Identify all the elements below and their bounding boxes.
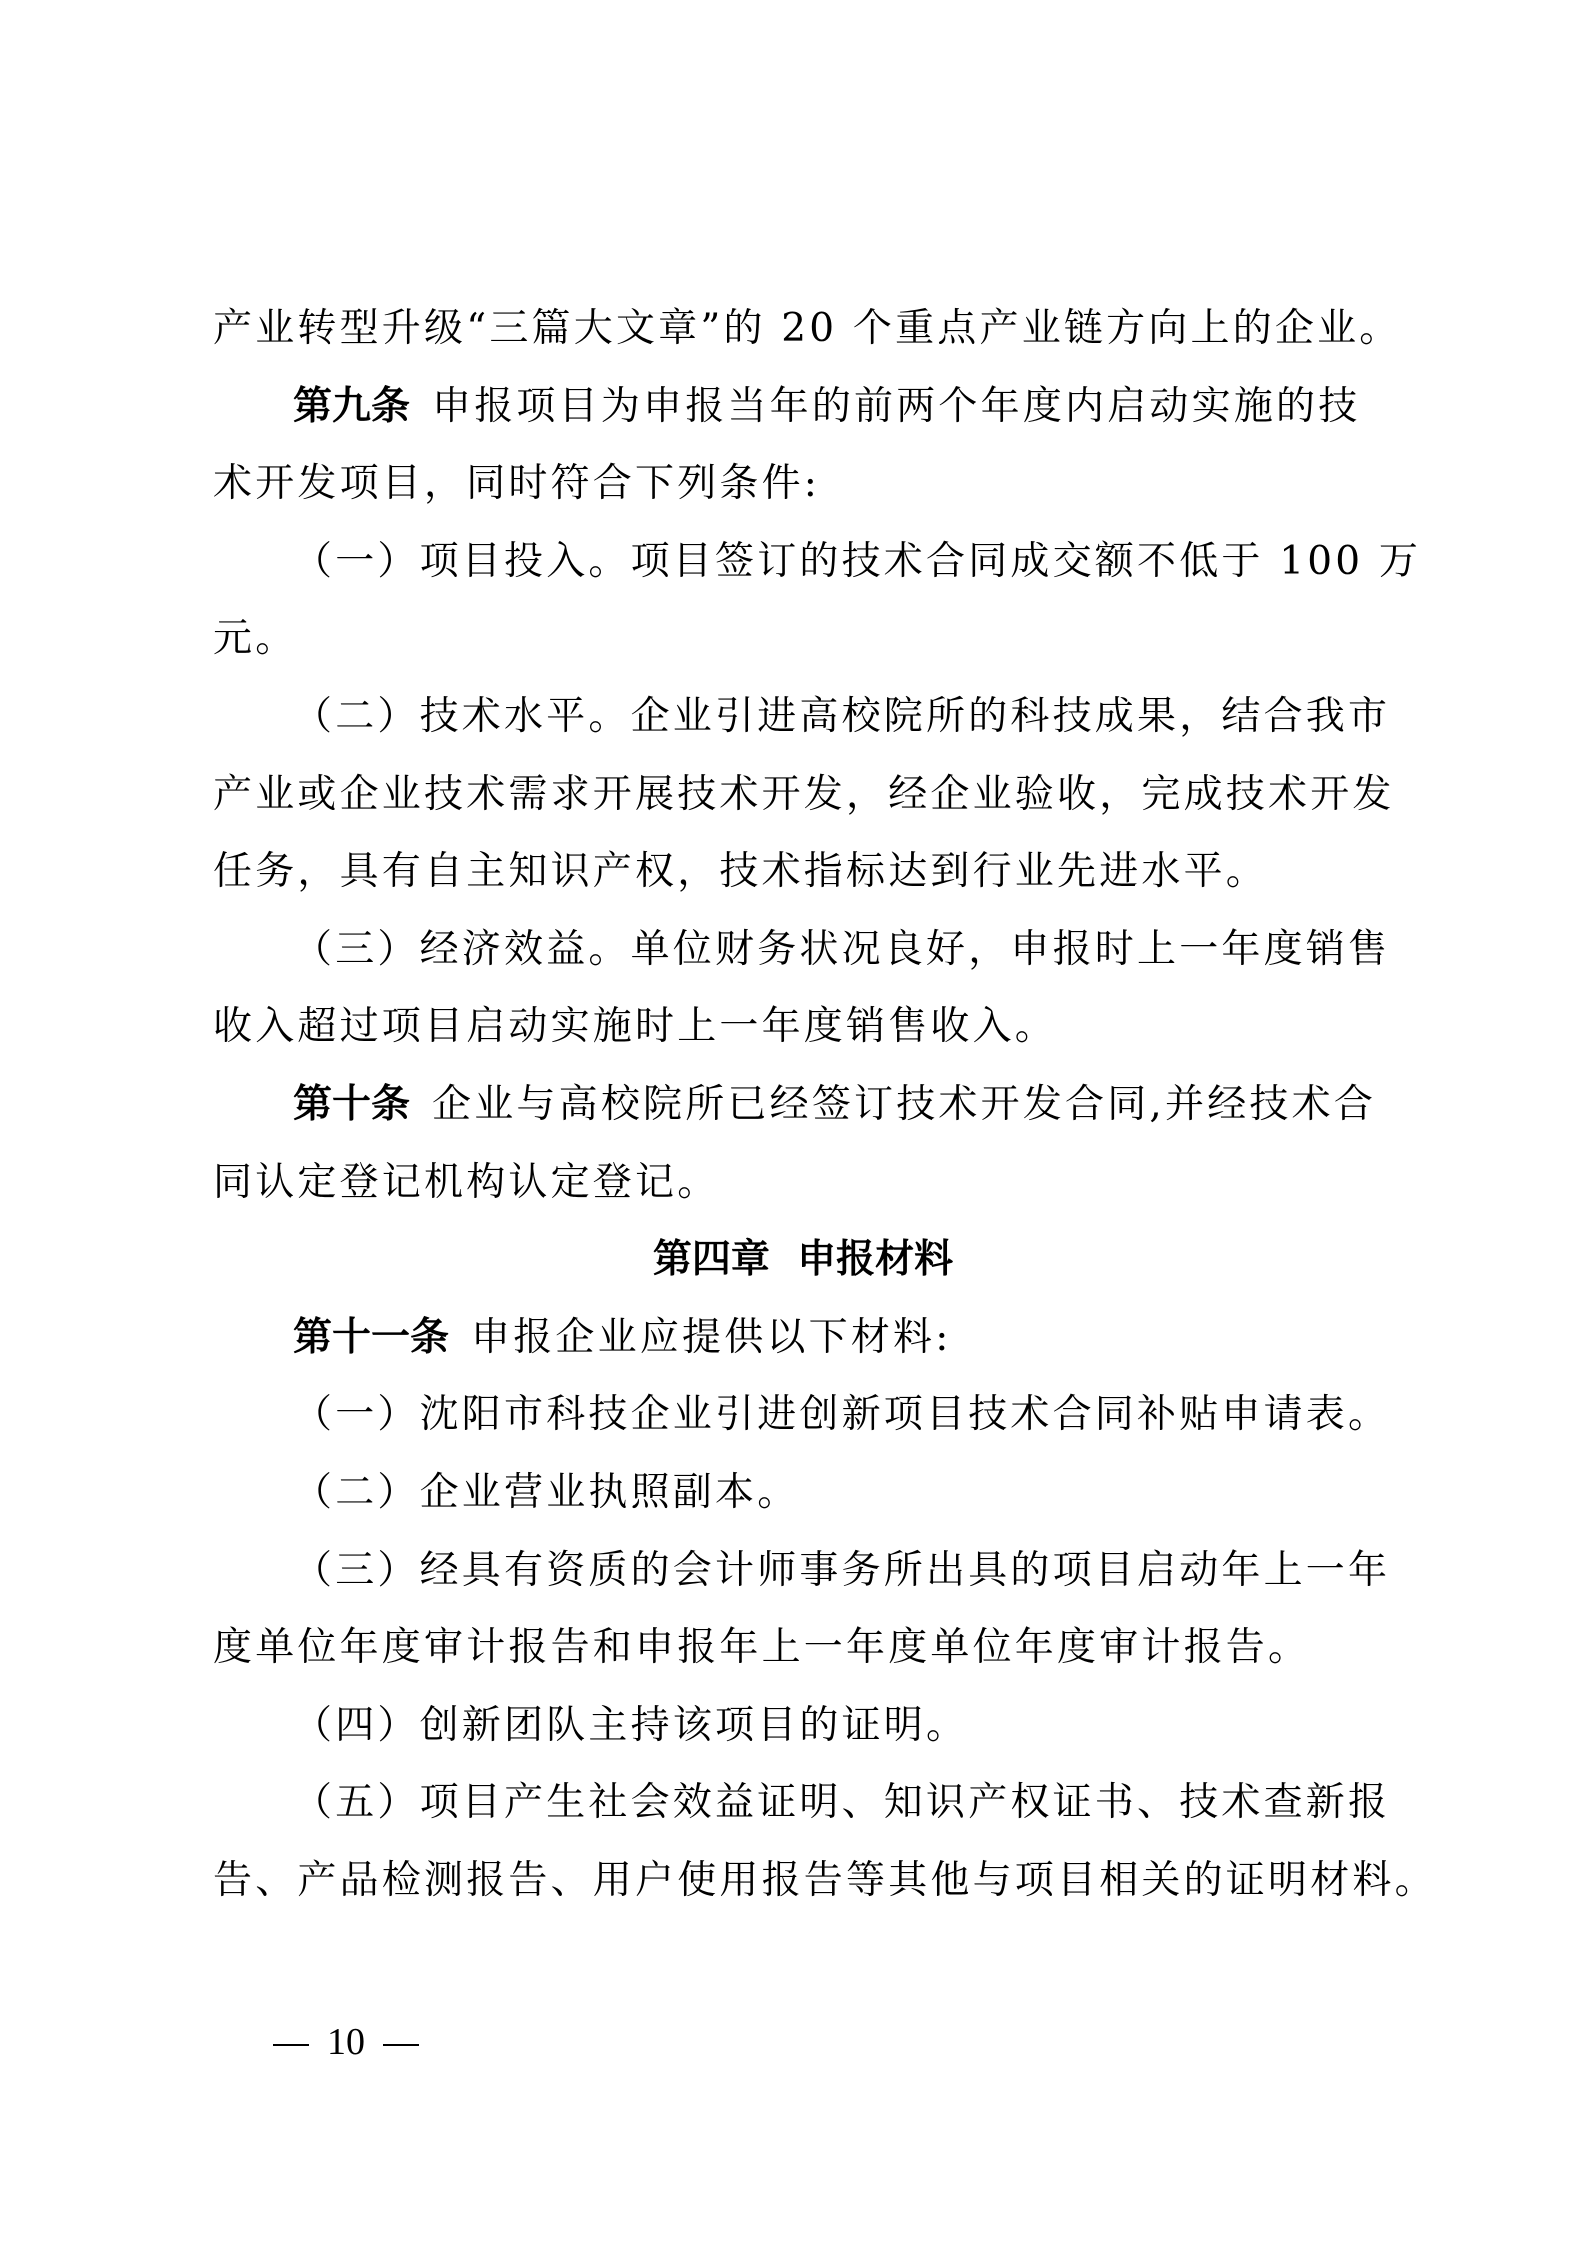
text-line: （五）项目产生社会效益证明、知识产权证书、技术查新报	[293, 1780, 1391, 1826]
text-line: 术开发项目，同时符合下列条件:	[213, 461, 821, 507]
text-line: 元。	[213, 616, 298, 662]
text-line: 度单位年度审计报告和申报年上一年度单位年度审计报告。	[213, 1625, 1311, 1671]
article-text: 申报项目为申报当年的前两个年度内启动实施的技	[432, 383, 1361, 429]
text-line: 收入超过项目启动实施时上一年度销售收入。	[213, 1004, 1058, 1050]
page-number-value: 10	[327, 2021, 365, 2063]
article-label: 第十条	[293, 1081, 411, 1127]
document-page	[213, 290, 1437, 1919]
page-number	[255, 2018, 437, 2066]
dash-left	[273, 2044, 309, 2046]
article-text: 申报企业应提供以下材料:	[471, 1314, 952, 1360]
text-line: （三）经具有资质的会计师事务所出具的项目启动年上一年	[293, 1547, 1391, 1593]
article-label: 第九条	[293, 383, 411, 429]
dash-right	[383, 2044, 419, 2046]
text-line: （二）技术水平。企业引进高校院所的科技成果，结合我市	[293, 693, 1391, 739]
text-line: 任务，具有自主知识产权，技术指标达到行业先进水平。	[213, 849, 1269, 895]
text-line: 产业或企业技术需求开展技术开发，经企业验收，完成技术开发	[213, 771, 1395, 817]
article-label: 第十一条	[293, 1314, 450, 1360]
text-line: （一）沈阳市科技企业引进创新项目技术合同补贴申请表。	[293, 1392, 1391, 1438]
article-9-line	[213, 368, 1393, 446]
text-line: （四）创新团队主持该项目的证明。	[293, 1702, 969, 1748]
article-10-line	[213, 1066, 1393, 1144]
text-line: （二）企业营业执照副本。	[293, 1469, 800, 1515]
article-text: 企业与高校院所已经签订技术开发合同,并经技术合	[432, 1081, 1377, 1127]
text-line: 告、产品检测报告、用户使用报告等其他与项目相关的证明材料。	[213, 1857, 1437, 1903]
text-line: （三）经济效益。单位财务状况良好，申报时上一年度销售	[293, 926, 1391, 972]
text-line: 同认定登记机构认定登记。	[213, 1159, 720, 1205]
text-line: （一）项目投入。项目签订的技术合同成交额不低于 100 万	[293, 538, 1422, 584]
text-line: 产业转型升级“三篇大文章”的 20 个重点产业链方向上的企业。	[213, 306, 1402, 351]
article-11-line	[213, 1299, 1393, 1377]
chapter-heading: 第四章 申报材料	[652, 1237, 954, 1283]
